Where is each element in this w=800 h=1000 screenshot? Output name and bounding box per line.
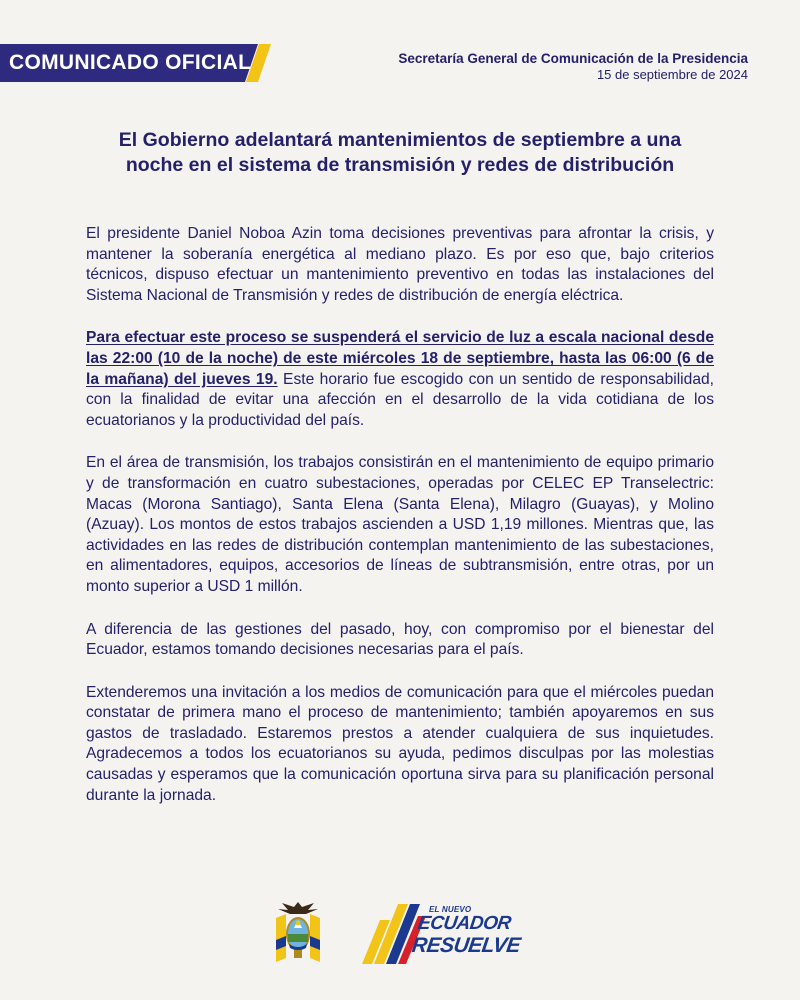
publication-date: 15 de septiembre de 2024 [596, 67, 748, 82]
logo-line-2: RESUELVE [410, 934, 522, 957]
title-line-2: noche en el sistema de transmisión y redes de distribución [125, 154, 675, 176]
comunicado-badge [0, 44, 272, 82]
header-info [398, 51, 748, 83]
paragraph-4: A diferencia de las gestiones del pasado, hoy, con compromiso por el bienestar del Ecuador, estamos tomando decisiones necesarias para el país. [86, 620, 714, 659]
paragraph-2-highlight: Para efectuar este proceso se suspenderá el servicio de luz a escala nacional desde las 22:00 (10 de la noche) de este miércoles 18 de septiembre, hasta las 06:00 (6 de la mañana) del jueves 19. [86, 329, 714, 388]
document-title [80, 128, 720, 178]
paragraph-5: Extenderemos una invitación a los medios de comunicación para que el miércoles puedan constatar de primera mano el proceso de mantenimiento; también apoyaremos en sus gastos de trasladado. Estaremos prestos a atender cualquiera de sus inquietudes. Agradecemos a todos los ecuatorianos su ayuda, pedimos disculpas por las molestias causadas y esperamos que la comunicación oportuna sirva para su planificación personal durante la jornada. [86, 683, 714, 804]
paragraph-2 [86, 328, 714, 431]
paragraph-2-rest: Este horario fue escogido con un sentido de responsabilidad, con la finalidad de evitar una afección en el desarrollo de la vida cotidiana de los ecuatorianos y la productividad del país. [86, 370, 714, 429]
title-line-1: El Gobierno adelantará mantenimientos de septiembre a una [118, 129, 682, 151]
ecuador-resuelve-logo [360, 902, 522, 964]
badge-label: COMUNICADO OFICIAL [9, 51, 252, 74]
logo-line-1: ECUADOR [416, 913, 513, 934]
paragraph-3: En el área de transmisión, los trabajos consistirán en el mantenimiento de equipo primario y de transformación en cuatro subestaciones, operadas por CELEC EP Transelectric: Macas (Morona Santiago), Santa Elena (Santa Elena), Milagro (Guayas), y Molino (Azuay). Los montos de estos trabajos ascienden a USD 1,19 millones. Mientras que, las actividades en las redes de distribución contemplan mantenimiento de las subestaciones, en alimentadores, equipos, accesorios de líneas de subtransmisión, entre otras, por un monto superior a USD 1 millón. [86, 454, 714, 595]
document-body [86, 224, 714, 828]
ecuador-coat-of-arms-icon [268, 900, 328, 964]
organization-name: Secretaría General de Comunicación de la Presidencia [398, 51, 748, 66]
paragraph-1: El presidente Daniel Noboa Azin toma decisiones preventivas para afrontar la crisis, y mantener la soberanía energética al mediano plazo. Es por eso que, bajo criterios técnicos, dispuso efectuar un mantenimiento preventivo en todas las instalaciones del Sistema Nacional de Transmisión y redes de distribución de energía eléctrica. [86, 225, 714, 304]
logo-small-text: EL NUEVO [429, 905, 472, 914]
footer-logos [0, 900, 800, 970]
